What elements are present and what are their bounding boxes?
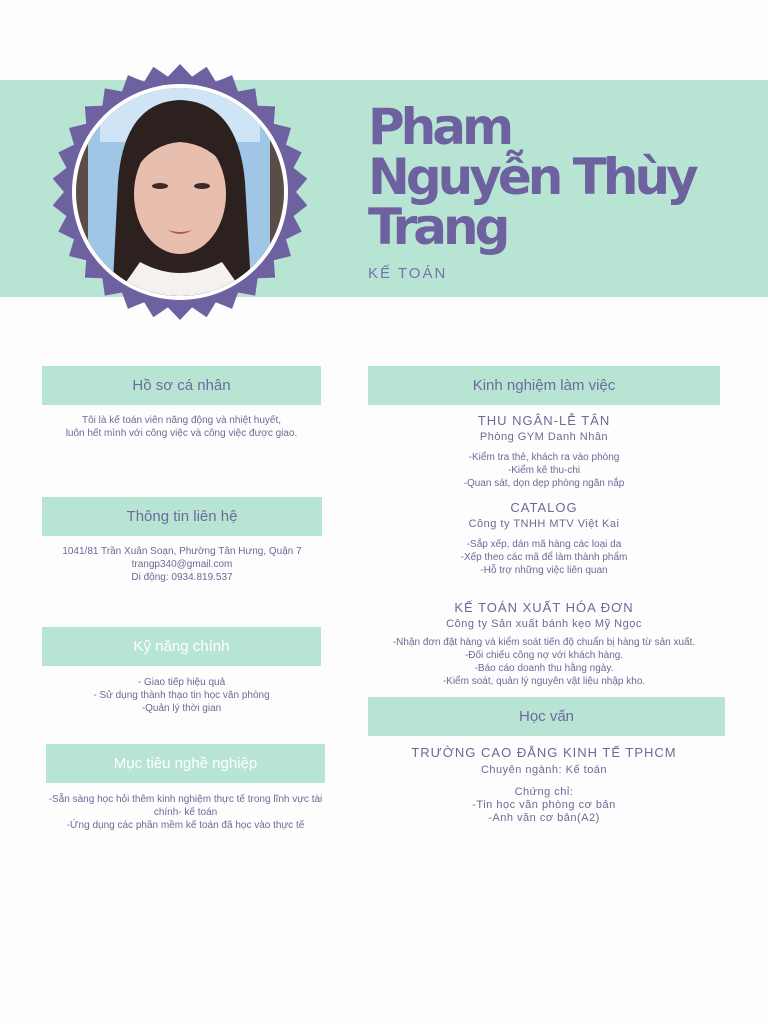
job-duty: -Quan sát, dọn dẹp phòng ngăn nắp bbox=[463, 478, 625, 489]
education-heading: Học vấn bbox=[368, 697, 725, 736]
job-title: KẾ TOÁN bbox=[368, 265, 448, 282]
major: Chuyên ngành: Kế toán bbox=[480, 764, 608, 776]
cert-label: Chứng chỉ: bbox=[514, 786, 574, 798]
job-entry bbox=[368, 413, 720, 490]
job-duty: -Đối chiếu công nợ với khách hàng. bbox=[464, 650, 624, 661]
job-role: KẾ TOÁN XUẤT HÓA ĐƠN bbox=[454, 600, 634, 615]
profile-text bbox=[42, 414, 321, 440]
experience-heading: Kinh nghiệm làm việc bbox=[368, 366, 720, 405]
profile-photo bbox=[40, 62, 320, 322]
job-role: THU NGÂN-LỄ TÂN bbox=[477, 413, 611, 428]
education-entry bbox=[368, 745, 720, 825]
profile-heading: Hồ sơ cá nhân bbox=[42, 366, 321, 405]
candidate-name bbox=[368, 98, 758, 256]
contact-heading: Thông tin liên hệ bbox=[42, 497, 322, 536]
job-role: CATALOG bbox=[510, 500, 578, 515]
job-duty: -Kiểm soát, quản lý nguyên vật liệu nhập kho. bbox=[442, 676, 646, 687]
job-company: Công ty Sản xuất bánh kẹo Mỹ Ngọc bbox=[446, 618, 642, 630]
profile-line: Tôi là kế toán viên năng động và nhiệt huyết, bbox=[81, 415, 282, 426]
job-duty: -Sắp xếp, dán mã hàng các loại da bbox=[466, 539, 622, 550]
skills-heading: Kỹ năng chính bbox=[42, 627, 321, 666]
skill-item: - Sử dụng thành thạo tin học văn phòng bbox=[93, 690, 270, 701]
job-company: Phòng GYM Danh Nhân bbox=[479, 431, 609, 443]
contact-email: trangp340@gmail.com bbox=[131, 559, 233, 570]
job-duty: -Kiểm kê thu-chi bbox=[507, 465, 581, 476]
job-duty: -Nhận đơn đặt hàng và kiểm soát tiến độ chuẩn bị hàng từ sản xuất. bbox=[392, 637, 696, 648]
name-line: Pham bbox=[368, 98, 511, 156]
skill-item: -Quản lý thời gian bbox=[141, 703, 222, 714]
job-duties bbox=[368, 636, 720, 688]
goal-line: -Sẵn sàng học hỏi thêm kinh nghiệm thực tế trong lĩnh vực tài bbox=[48, 794, 323, 805]
goals-heading: Mục tiêu nghề nghiệp bbox=[46, 744, 325, 783]
contact-phone: Di động: 0934.819.537 bbox=[131, 572, 233, 583]
skill-item: - Giao tiếp hiệu quả bbox=[137, 677, 226, 688]
name-line: Nguyễn Thùy bbox=[368, 148, 695, 206]
contact-address: 1041/81 Trần Xuân Soạn, Phường Tân Hưng, Quận 7 bbox=[62, 546, 302, 557]
cert-item: -Anh văn cơ bản(A2) bbox=[488, 812, 600, 824]
contact-text bbox=[42, 545, 322, 584]
cert-item: -Tin học văn phòng cơ bản bbox=[472, 799, 616, 811]
goals-text bbox=[42, 793, 329, 832]
job-company: Công ty TNHH MTV Việt Kai bbox=[468, 518, 620, 530]
profile-line: luôn hết mình với công việc và công việc được giao. bbox=[65, 428, 298, 439]
job-entry bbox=[368, 500, 720, 577]
certificates bbox=[368, 786, 720, 825]
name-line: Trang bbox=[368, 198, 507, 256]
goal-line: chính- kế toán bbox=[153, 807, 218, 818]
job-duty: -Kiểm tra thẻ, khách ra vào phòng bbox=[468, 452, 620, 463]
job-duty: -Hỗ trợ những việc liên quan bbox=[480, 565, 608, 576]
job-duty: -Xếp theo các mã để làm thành phẩm bbox=[460, 552, 628, 563]
school-name: TRƯỜNG CAO ĐẲNG KINH TẾ TPHCM bbox=[411, 745, 677, 760]
skills-list bbox=[42, 676, 321, 715]
job-duty: -Báo cáo doanh thu hằng ngày. bbox=[474, 663, 614, 674]
goal-line: -Ứng dụng các phần mềm kế toán đã học vào thực tế bbox=[66, 820, 305, 831]
job-entry bbox=[368, 600, 720, 688]
job-duties bbox=[368, 451, 720, 490]
job-duties bbox=[368, 538, 720, 577]
